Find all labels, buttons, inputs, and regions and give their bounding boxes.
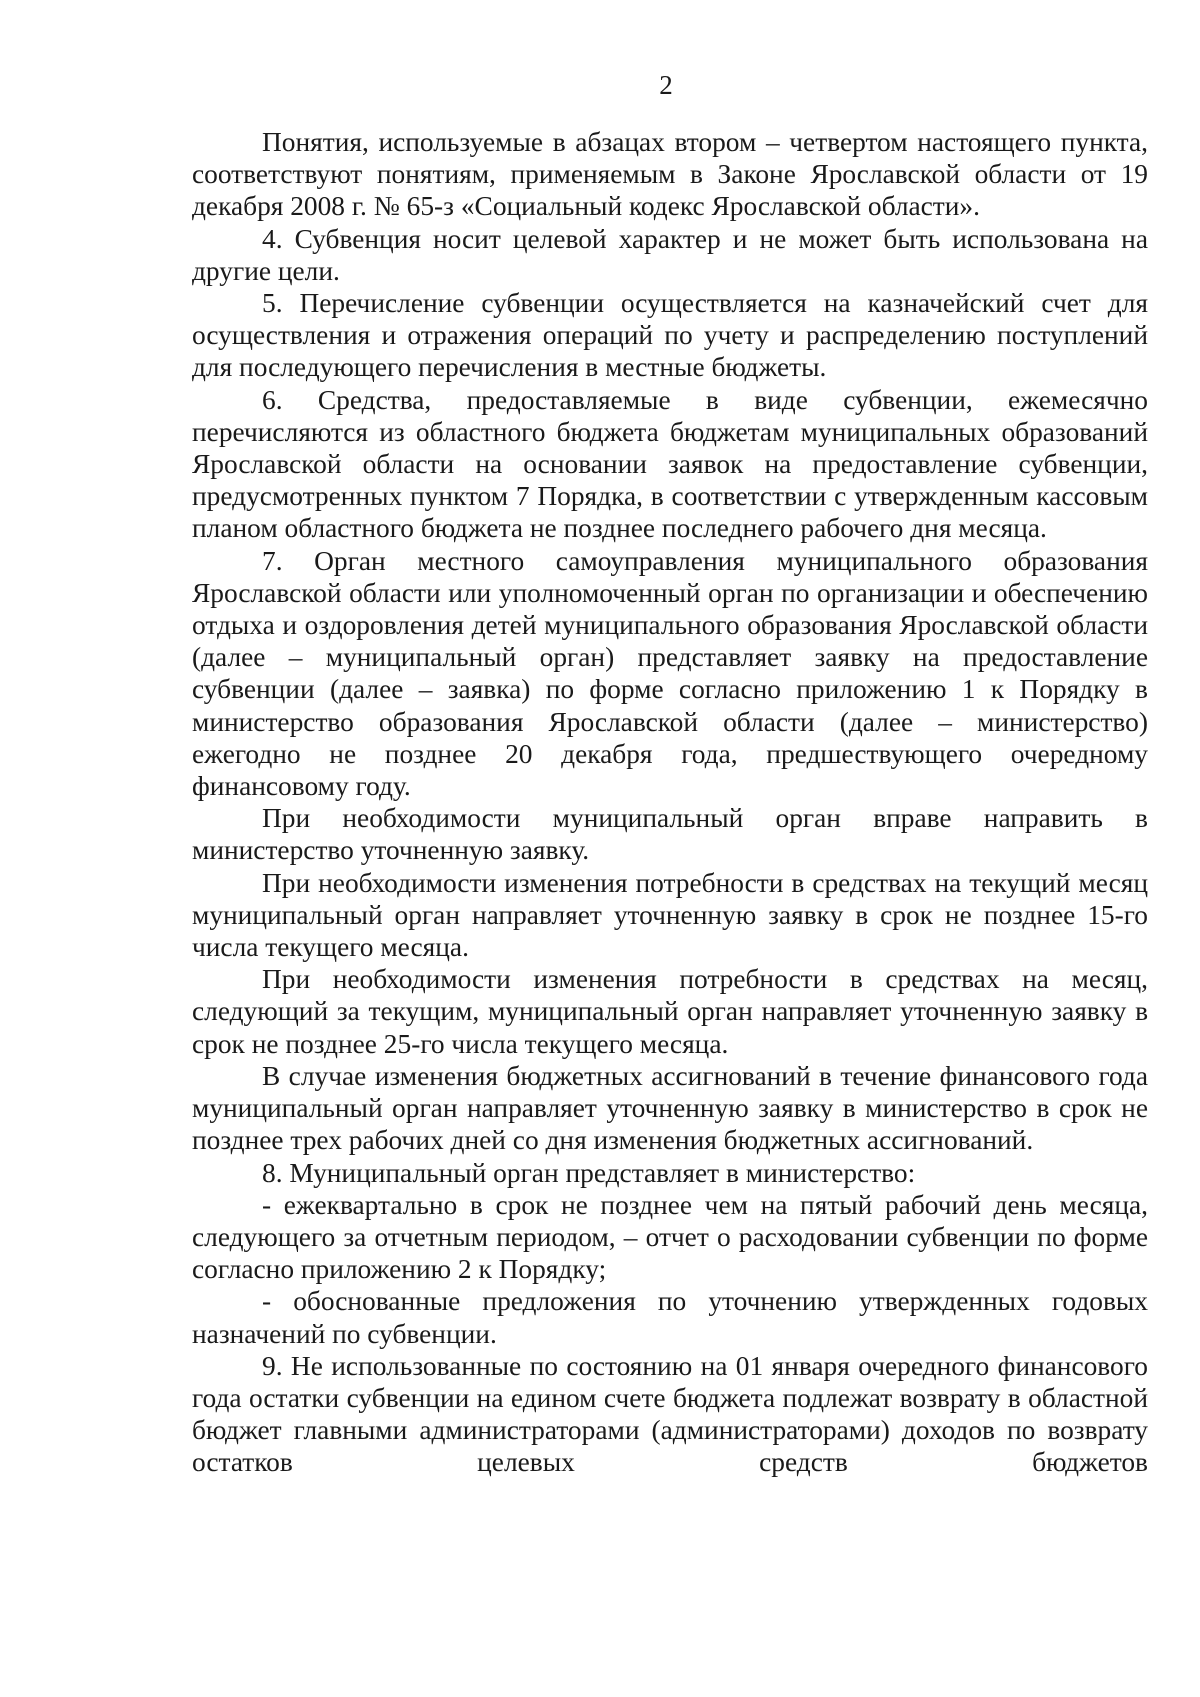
paragraph-item-8: 8. Муниципальный орган представляет в министерство: [262, 1157, 916, 1188]
paragraph-item-5: 5. Перечисление субвенции осуществляется на казначейский счет для осуществления и отражения операций по учету и распределению поступлений для последующего перечисления в местные бюджеты. [192, 288, 1148, 383]
paragraph-item-4: 4. Субвенция носит целевой характер и не может быть использована на другие цели. [192, 223, 1148, 286]
paragraph-item-7-refined-request: При необходимости муниципальный орган вправе направить в министерство уточненную заявку. [192, 803, 1148, 866]
paragraph-item-9: 9. Не использованные по состоянию на 01 января очередного финансового года остатки субвенции на едином счете бюджета подлежат возврату в областной бюджет главными администраторами (администраторами) доходов по возврату остатков целевых средств бюджетов [192, 1350, 1148, 1478]
paragraph-item-7-budget-change: В случае изменения бюджетных ассигнований в течение финансового года муниципальный орган направляет уточненную заявку в министерство в срок не позднее трех рабочих дней со дня изменения бюджетных ассигнований. [192, 1060, 1148, 1156]
paragraph-item-7: 7. Орган местного самоуправления муниципального образования Ярославской области или уполномоченный орган по организации и обеспечению отдыха и оздоровления детей муниципального образования Ярославской области (далее – муниципальный орган) представляет заявку на предоставление субвенции (далее – заявка) по форме согласно приложению 1 к Порядку в министерство образования Ярославской области (далее – министерство) ежегодно не позднее 20 декабря года, предшествующего очередному финансовому году. [192, 545, 1148, 802]
page-number: 2 [659, 70, 673, 100]
paragraph-definitions-note: Понятия, используемые в абзацах втором – четвертом настоящего пункта, соответствуют понятиям, применяемым в Законе Ярославской области от 19 декабря 2008 г. № 65-з «Социальный кодекс Ярославской области». [192, 127, 1148, 222]
paragraph-item-7-current-month: При необходимости изменения потребности в средствах на текущий месяц муниципальный орган направляет уточненную заявку в срок не позднее 15-го числа текущего месяца. [192, 867, 1148, 963]
paragraph-item-7-next-month: При необходимости изменения потребности в средствах на месяц, следующий за текущим, муниципальный орган направляет уточненную заявку в срок не позднее 25-го числа текущего месяца. [192, 964, 1148, 1059]
document-body [192, 126, 1148, 1479]
paragraph-item-8-quarterly-report: - ежеквартально в срок не позднее чем на пятый рабочий день месяца, следующего за отчетным периодом, – отчет о расходовании субвенции по форме согласно приложению 2 к Порядку; [192, 1189, 1148, 1285]
paragraph-item-8-proposals: - обоснованные предложения по уточнению утвержденных годовых назначений по субвенции. [192, 1286, 1148, 1349]
paragraph-item-6: 6. Средства, предоставляемые в виде субвенции, ежемесячно перечисляются из областного бюджета бюджетам муниципальных образований Ярославской области на основании заявок на предоставление субвенции, предусмотренных пунктом 7 Порядка, в соответствии с утвержденным кассовым планом областного бюджета не позднее последнего рабочего дня месяца. [192, 384, 1148, 544]
